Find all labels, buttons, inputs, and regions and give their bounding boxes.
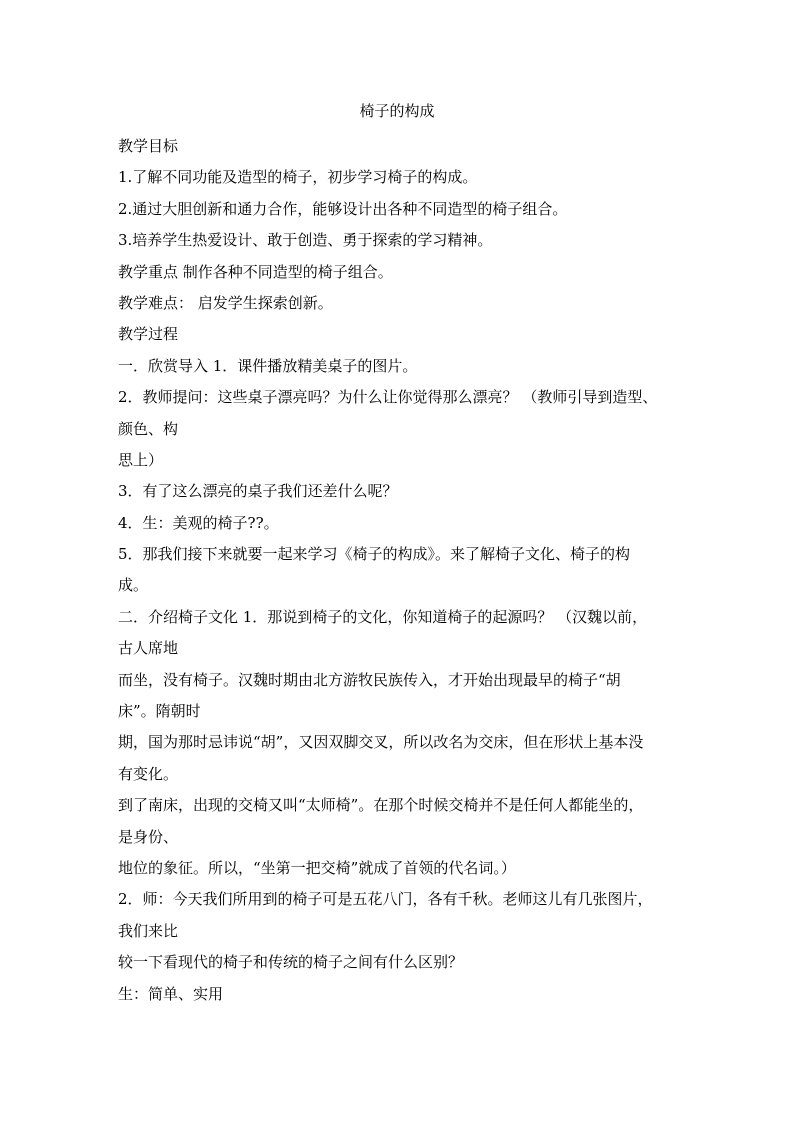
text-line: 我们来比 <box>118 921 179 940</box>
text-line: 期，国为那时忌讳说“胡”，又因双脚交叉，所以改名为交床，但在形状上基本没 <box>118 733 644 752</box>
text-line: 5．那我们接下来就要一起来学习《椅子的构成》。来了解椅子文化、椅子的构 <box>118 545 631 564</box>
text-line: 二．介绍椅子文化 1．那说到椅子的文化，你知道椅子的起源吗？ （汉魏以前， <box>118 607 648 626</box>
key-point-line: 教学重点 制作各种不同造型的椅子组合。 <box>118 262 393 281</box>
text-line: 一．欣赏导入 1．课件播放精美桌子的图片。 <box>118 356 418 375</box>
objective-item: 2.通过大胆创新和通力合作，能够设计出各种不同造型的椅子组合。 <box>118 199 568 218</box>
text-line: 生：简单、实用 <box>118 984 224 1003</box>
text-line: 到了南床，出现的交椅又叫“太师椅”。在那个时候交椅并不是任何人都能坐的， <box>118 796 644 815</box>
text-line: 2．师：今天我们所用到的椅子可是五花八门，各有千秋。老师这儿有几张图片， <box>118 890 653 909</box>
document-body <box>118 131 680 1010</box>
text-line: 成。 <box>118 576 149 595</box>
objective-item: 1.了解不同功能及造型的椅子，初步学习椅子的构成。 <box>118 168 478 187</box>
text-line: 床”。隋朝时 <box>118 702 201 721</box>
text-line: 是身份、 <box>118 827 179 846</box>
text-line: 有变化。 <box>118 764 179 783</box>
document-title: 椅子的构成 <box>359 102 435 120</box>
text-line: 地位的象征。所以，“坐第一把交椅”就成了首领的代名词。） <box>118 858 516 877</box>
text-line: 古人席地 <box>118 639 179 658</box>
difficulty-line: 教学难点： 启发学生探索创新。 <box>118 293 333 312</box>
text-line: 颜色、构 <box>118 419 179 438</box>
text-line: 思上） <box>118 450 164 469</box>
text-line: 而坐，没有椅子。汉魏时期由北方游牧民族传入，才开始出现最早的椅子“胡 <box>118 670 621 689</box>
section-heading-objectives: 教学目标 <box>118 137 179 155</box>
text-line: 2．教师提问：这些桌子漂亮吗？为什么让你觉得那么漂亮？ （教师引导到造型、 <box>118 388 658 407</box>
text-line: 较一下看现代的椅子和传统的椅子之间有什么区别？ <box>118 953 464 972</box>
objective-item: 3.培养学生热爱设计、敢于创造、勇于探索的学习精神。 <box>118 231 493 250</box>
text-line: 3．有了这么漂亮的桌子我们还差什么呢？ <box>118 482 398 501</box>
text-line: 4．生：美观的椅子??。 <box>118 513 279 532</box>
section-heading-process: 教学过程 <box>118 325 179 344</box>
